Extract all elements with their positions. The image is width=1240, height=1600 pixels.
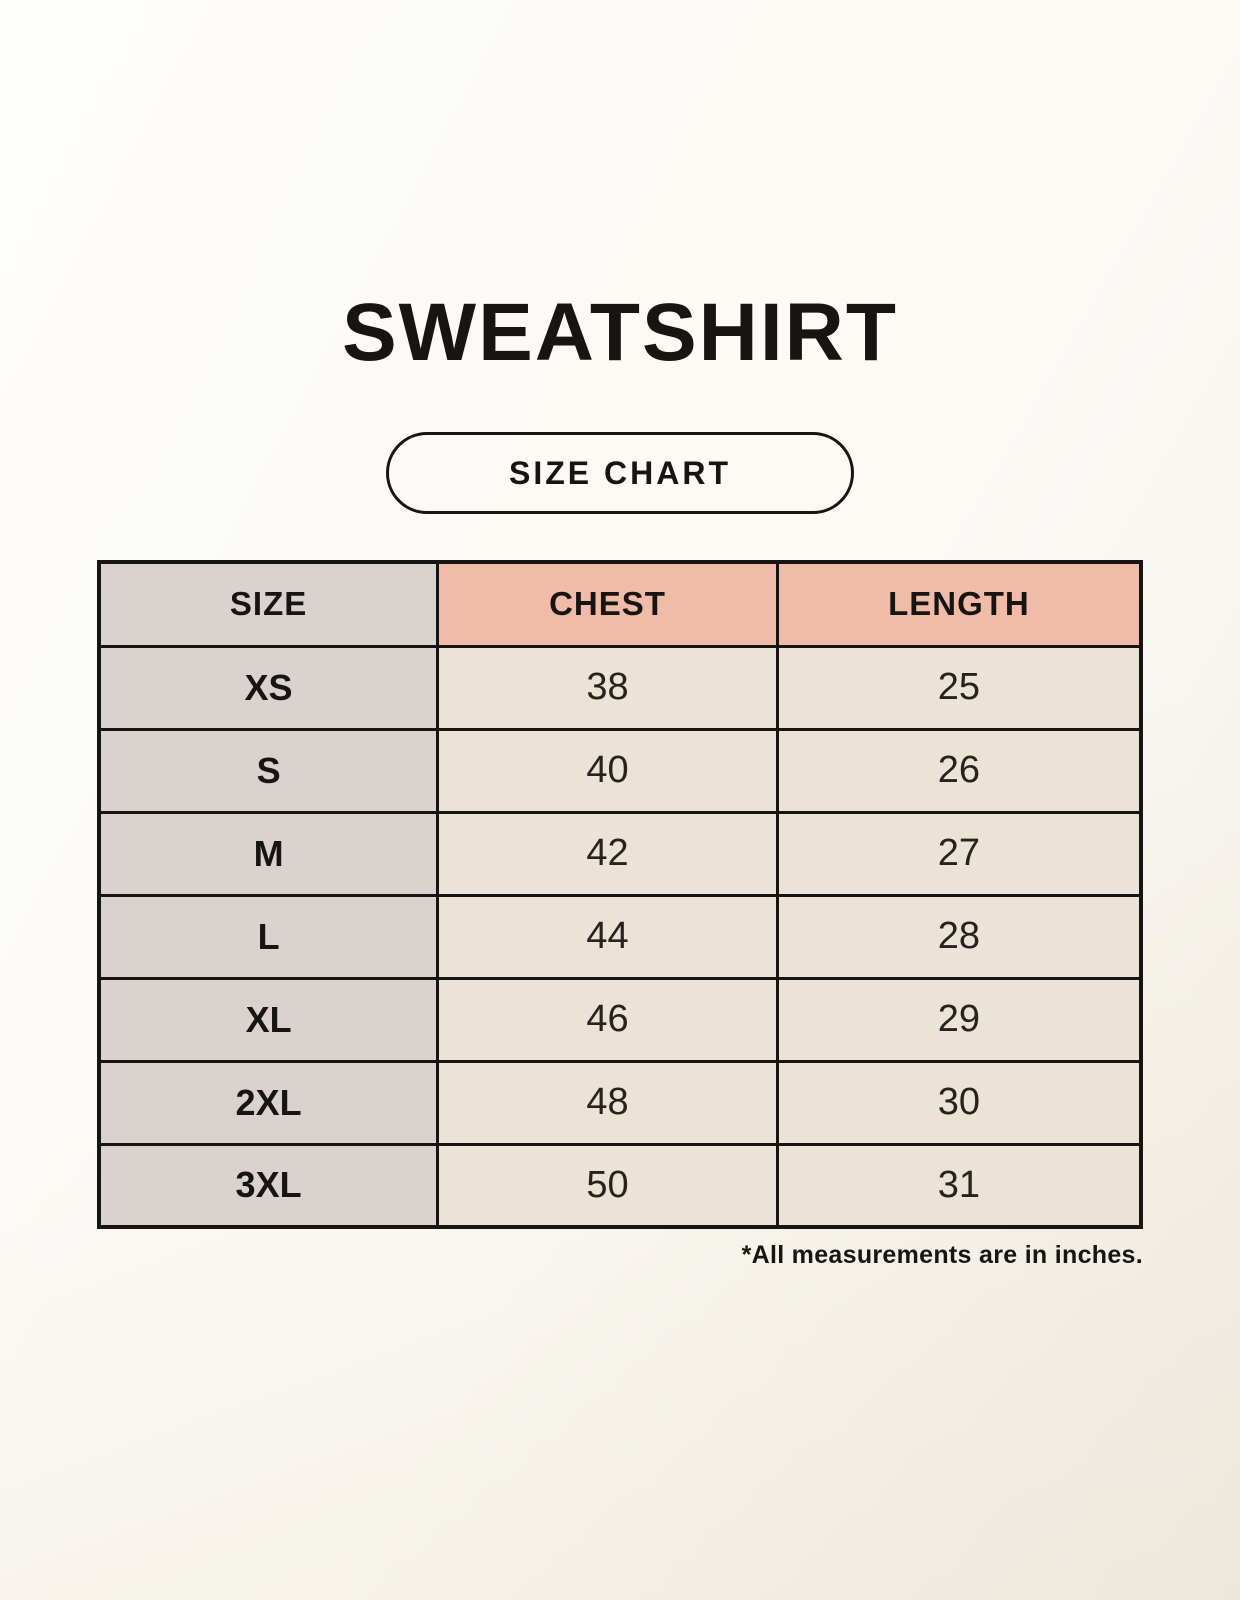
table-row bbox=[99, 646, 1141, 729]
header-row bbox=[99, 562, 1141, 646]
chest-cell: 50 bbox=[438, 1144, 778, 1227]
length-cell: 25 bbox=[777, 646, 1141, 729]
table-row bbox=[99, 978, 1141, 1061]
size-cell: 2XL bbox=[99, 1061, 438, 1144]
chest-cell: 44 bbox=[438, 895, 778, 978]
table-row bbox=[99, 1144, 1141, 1227]
length-cell: 29 bbox=[777, 978, 1141, 1061]
table-row bbox=[99, 1061, 1141, 1144]
column-header-chest: CHEST bbox=[438, 562, 778, 646]
chest-cell: 40 bbox=[438, 729, 778, 812]
size-chart-table bbox=[97, 560, 1143, 1229]
table-row bbox=[99, 895, 1141, 978]
size-chart-button-label: SIZE CHART bbox=[509, 454, 731, 491]
column-header-size: SIZE bbox=[99, 562, 438, 646]
chest-cell: 38 bbox=[438, 646, 778, 729]
table-row bbox=[99, 729, 1141, 812]
size-cell: L bbox=[99, 895, 438, 978]
length-cell: 28 bbox=[777, 895, 1141, 978]
size-cell: XS bbox=[99, 646, 438, 729]
column-header-length: LENGTH bbox=[777, 562, 1141, 646]
measurements-footnote: *All measurements are in inches. bbox=[741, 1241, 1143, 1269]
size-cell: M bbox=[99, 812, 438, 895]
chest-cell: 48 bbox=[438, 1061, 778, 1144]
size-cell: XL bbox=[99, 978, 438, 1061]
length-cell: 26 bbox=[777, 729, 1141, 812]
size-chart-button[interactable] bbox=[386, 432, 854, 514]
size-cell: S bbox=[99, 729, 438, 812]
length-cell: 30 bbox=[777, 1061, 1141, 1144]
chest-cell: 42 bbox=[438, 812, 778, 895]
size-table-container bbox=[97, 560, 1143, 1270]
table-row bbox=[99, 812, 1141, 895]
length-cell: 31 bbox=[777, 1144, 1141, 1227]
page-title: SWEATSHIRT bbox=[341, 287, 898, 378]
chest-cell: 46 bbox=[438, 978, 778, 1061]
size-cell: 3XL bbox=[99, 1144, 438, 1227]
length-cell: 27 bbox=[777, 812, 1141, 895]
